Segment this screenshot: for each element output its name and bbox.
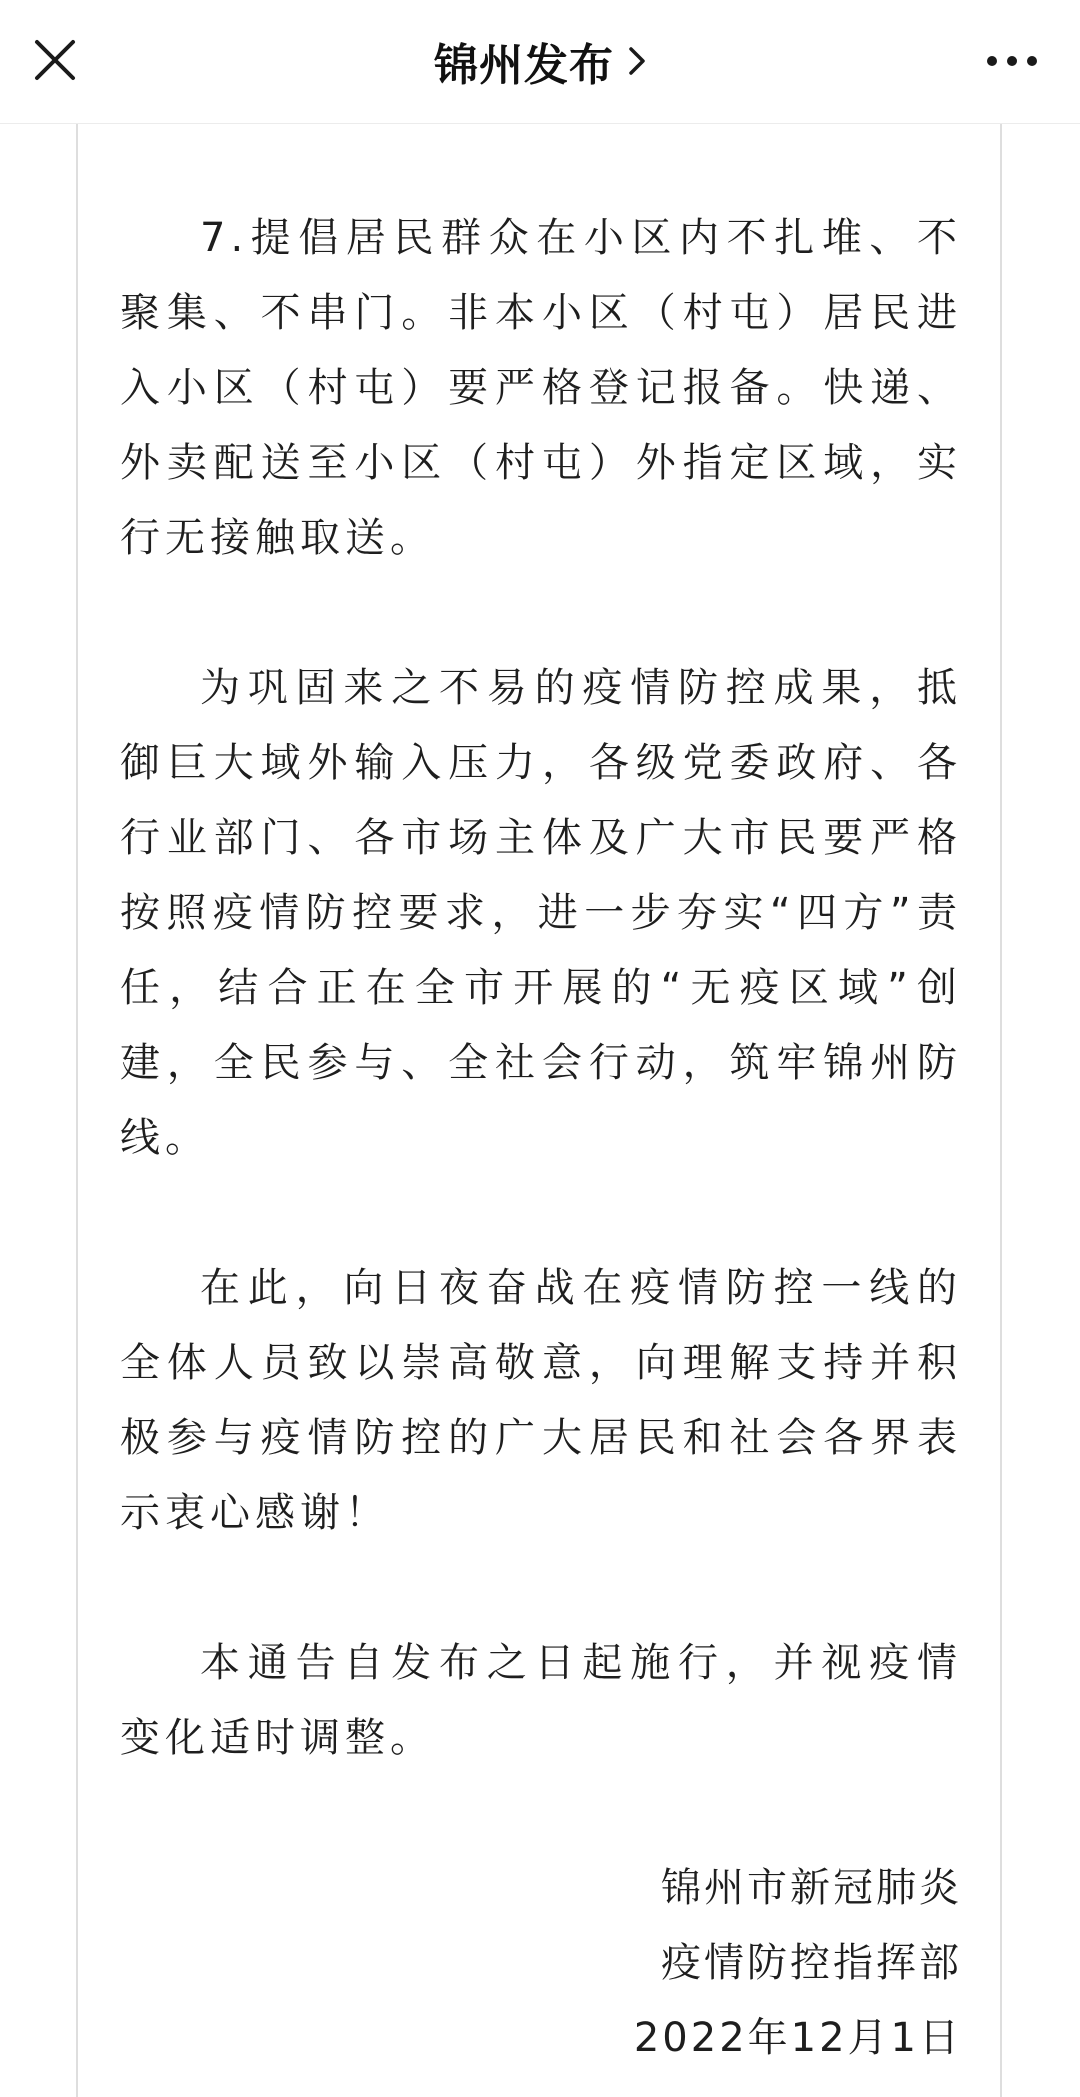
article-paragraph: 在此，向日夜奋战在疫情防控一线的全体人员致以崇高敬意，向理解支持并积极参与疫情防控的广大居民和社会各界表示衷心感谢！	[120, 1265, 962, 1536]
account-title-link[interactable]	[200, 28, 880, 94]
top-navigation-bar	[0, 0, 1080, 124]
page-title: 锦州发布	[434, 40, 614, 91]
article-body	[120, 201, 962, 2076]
signature-date: 2022年12月1日	[633, 2015, 962, 2061]
close-icon	[33, 38, 77, 82]
article-paragraph: 为巩固来之不易的疫情防控成果，抵御巨大域外输入压力，各级党委政府、各行业部门、各市场主体及广大市民要严格按照疫情防控要求，进一步夯实“四方”责任，结合正在全市开展的“无疫区域”创建，全民参与、全社会行动，筑牢锦州防线。	[120, 665, 962, 1161]
more-options-button[interactable]	[972, 28, 1052, 94]
close-button[interactable]	[24, 24, 86, 96]
signature-block	[120, 1851, 962, 2076]
signature-line: 锦州市新冠肺炎	[661, 1865, 962, 1911]
signature-line: 疫情防控指挥部	[661, 1940, 962, 1986]
article-paragraph: 7.提倡居民群众在小区内不扎堆、不聚集、不串门。非本小区（村屯）居民进入小区（村屯）要严格登记报备。快递、外卖配送至小区（村屯）外指定区域，实行无接触取送。	[120, 215, 962, 561]
article-paragraph: 本通告自发布之日起施行，并视疫情变化适时调整。	[120, 1640, 962, 1761]
more-icon	[986, 55, 1038, 67]
chevron-right-icon	[628, 46, 646, 76]
